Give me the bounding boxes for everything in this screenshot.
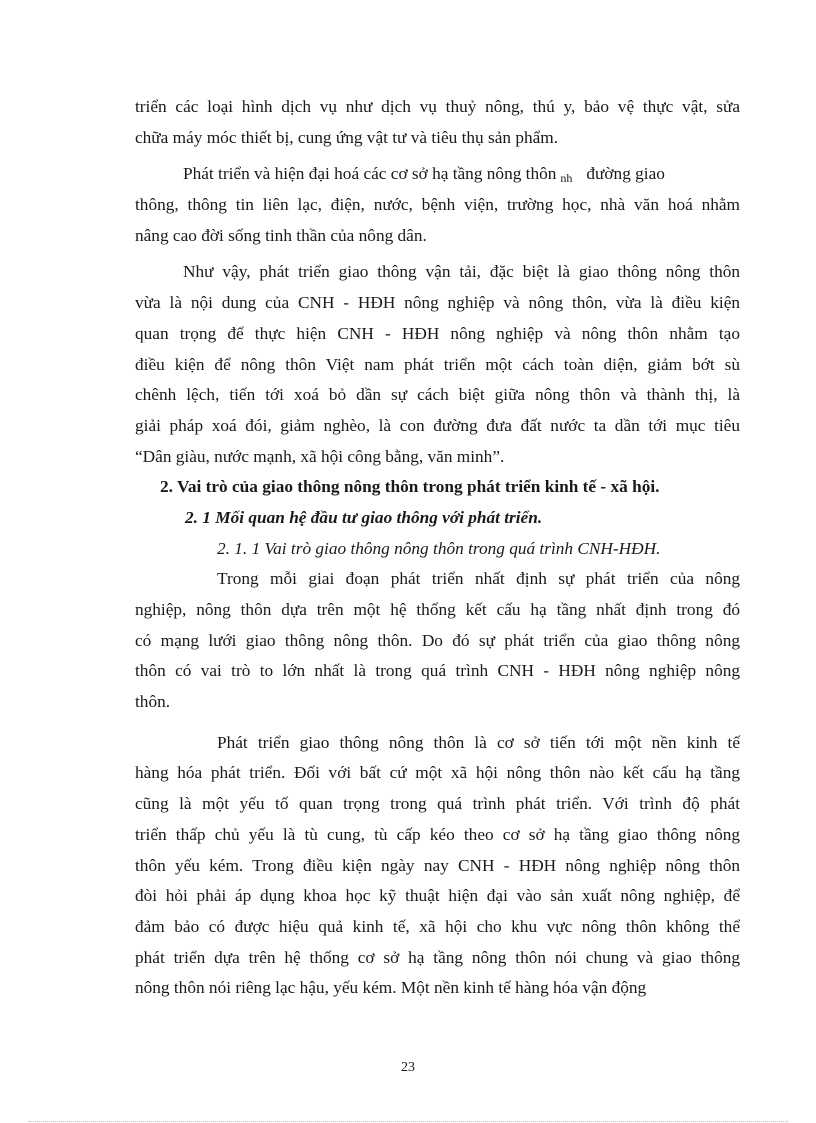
- text-line: quan trọng để thực hiện CNH - HĐH nông nghiệp và nông thôn nhằm tạo: [135, 323, 740, 343]
- text-line: thôn có vai trò to lớn nhất là trong quá trình CNH - HĐH nông nghiệp nông: [135, 661, 740, 681]
- text-line: thôn yếu kém. Trong điều kiện ngày nay CNH - HĐH nông nghiệp nông thôn: [135, 855, 740, 875]
- text-line: có mạng lưới giao thông nông thôn. Do đó sự phát triển của giao thông nông: [135, 630, 740, 650]
- text-line: “Dân giàu, nước mạnh, xã hội công bằng, văn minh”.: [135, 446, 505, 466]
- text-line: điều kiện để nông thôn Việt nam phát triển một cách toàn diện, giảm bớt sù: [135, 354, 740, 374]
- paragraph: [135, 257, 740, 472]
- subsection-heading: 2. 1 Mối quan hệ đầu tư giao thông với phát triển.: [185, 507, 543, 527]
- text-line: triển thấp chủ yếu là tù cung, tù cấp kéo theo cơ sở hạ tầng giao thông nông: [135, 824, 740, 844]
- text-line: giải pháp xoá đói, giảm nghèo, là con đường đưa đất nước ta dần tới mục tiêu: [135, 415, 740, 435]
- text-line: triển các loại hình dịch vụ như dịch vụ thuỷ nông, thú y, bảo vệ thực vật, sửa: [135, 97, 740, 116]
- text-line: đảm bảo có được hiệu quả kinh tế, xã hội cho khu vực nông thôn không thể: [135, 916, 740, 936]
- paragraph: [135, 564, 740, 717]
- text-line: phát triển dựa trên hệ thống cơ sở hạ tầng nông thôn nói chung và giao thông: [135, 947, 740, 967]
- text-line: nông thôn nói riêng lạc hậu, yếu kém. Một nền kinh tế hàng hóa vận động: [135, 978, 647, 998]
- text-line: [135, 159, 740, 190]
- page-number: 23: [401, 1060, 415, 1075]
- text-line: Như vậy, phát triển giao thông vận tải, đặc biệt là giao thông nông thôn: [183, 262, 740, 282]
- text-line: Phát triển giao thông nông thôn là cơ sở tiến tới một nền kinh tế: [217, 732, 740, 752]
- text-line: vừa là nội dung của CNH - HĐH nông nghiệp và nông thôn, vừa là điều kiện: [135, 293, 740, 313]
- paragraph: [135, 159, 740, 251]
- subsubsection-heading: 2. 1. 1 Vai trò giao thông nông thôn trong quá trình CNH-HĐH.: [217, 538, 661, 558]
- paragraph: [135, 92, 740, 153]
- text-fragment: đường giao: [586, 164, 665, 184]
- page-bottom-rule: [28, 1121, 788, 1122]
- text-line: chữa máy móc thiết bị, cung ứng vật tư và tiêu thụ sản phẩm.: [135, 127, 559, 147]
- subscript-fragment: nh: [560, 171, 573, 186]
- text-line: đòi hỏi phải áp dụng khoa học kỹ thuật hiện đại vào sản xuất nông nghiệp, để: [135, 886, 740, 906]
- text-fragment: Phát triển và hiện đại hoá các cơ sở hạ tầng nông thôn: [183, 164, 557, 184]
- paragraph: [135, 728, 740, 1004]
- text-line: nâng cao đời sống tinh thần của nông dân.: [135, 225, 427, 245]
- text-line: chênh lệch, tiến tới xoá bỏ dần sự cách biệt giữa nông thôn và thành thị, là: [135, 385, 740, 405]
- text-line: thông, thông tin liên lạc, điện, nước, bệnh viện, trường học, nhà văn hoá nhằm: [135, 195, 740, 215]
- section-heading: 2. Vai trò của giao thông nông thôn trong phát triển kinh tế - xã hội.: [160, 477, 660, 497]
- text-line: cũng là một yếu tố quan trọng trong quá trình phát triển. Với trình độ phát: [135, 794, 740, 814]
- text-line: hàng hóa phát triển. Đối với bất cứ một xã hội nông thôn nào kết cấu hạ tầng: [135, 763, 740, 783]
- page-body: [135, 92, 740, 1004]
- text-line: Trong mỗi giai đoạn phát triển nhất định sự phát triển của nông: [217, 569, 740, 589]
- text-line: nghiệp, nông thôn dựa trên một hệ thống kết cấu hạ tầng nhất định trong đó: [135, 600, 740, 619]
- text-line: thôn.: [135, 692, 171, 712]
